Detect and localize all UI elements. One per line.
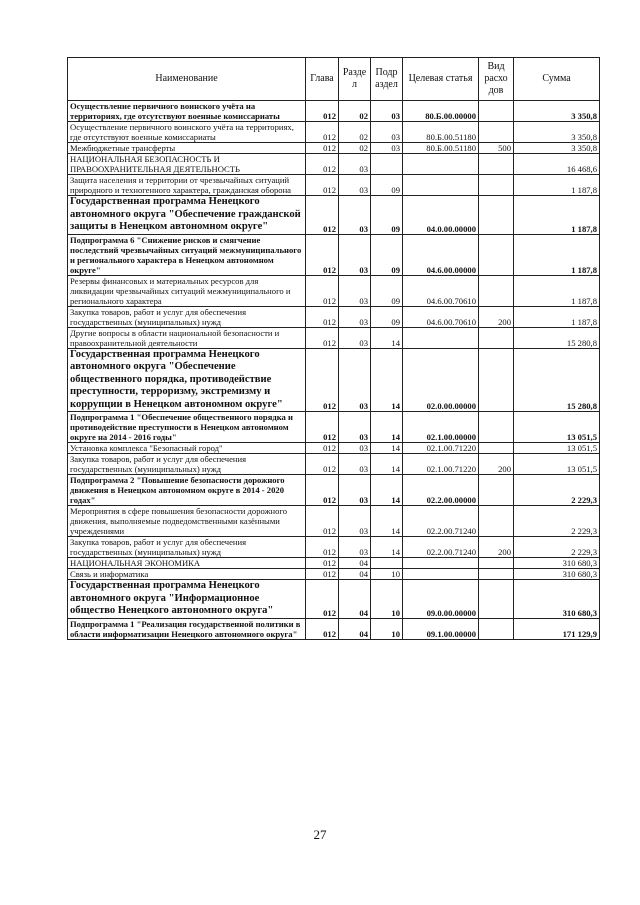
row-target: 04.6.00.70610 bbox=[403, 275, 479, 306]
row-section: 03 bbox=[339, 175, 371, 196]
row-name: Защита населения и территории от чрезвычайных ситуаций природного и техногенного характера, гражданская оборона bbox=[68, 175, 306, 196]
row-section: 03 bbox=[339, 275, 371, 306]
row-name: Подпрограмма 2 "Повышение безопасности дорожного движения в Ненецком автономном округе в 2014 - 2020 годах" bbox=[68, 475, 306, 506]
table-row bbox=[68, 143, 600, 154]
row-name: Установка комплекса "Безопасный город" bbox=[68, 443, 306, 454]
row-type bbox=[479, 175, 514, 196]
row-sum: 1 187,8 bbox=[514, 196, 600, 235]
row-chapter: 012 bbox=[306, 234, 339, 275]
row-type bbox=[479, 348, 514, 412]
row-section: 04 bbox=[339, 569, 371, 580]
row-chapter: 012 bbox=[306, 443, 339, 454]
row-type bbox=[479, 275, 514, 306]
row-section: 04 bbox=[339, 618, 371, 639]
row-name: Закупка товаров, работ и услуг для обеспечения государственных (муниципальных) нужд bbox=[68, 454, 306, 475]
row-chapter: 012 bbox=[306, 412, 339, 443]
row-section: 03 bbox=[339, 348, 371, 412]
row-type: 500 bbox=[479, 143, 514, 154]
row-subsection: 14 bbox=[371, 327, 403, 348]
row-type bbox=[479, 443, 514, 454]
row-chapter: 012 bbox=[306, 196, 339, 235]
row-name: Закупка товаров, работ и услуг для обеспечения государственных (муниципальных) нужд bbox=[68, 537, 306, 558]
row-target bbox=[403, 558, 479, 569]
row-target bbox=[403, 569, 479, 580]
row-type bbox=[479, 196, 514, 235]
row-chapter: 012 bbox=[306, 101, 339, 122]
table-row bbox=[68, 306, 600, 327]
table-row bbox=[68, 175, 600, 196]
row-type bbox=[479, 154, 514, 175]
row-subsection: 14 bbox=[371, 475, 403, 506]
row-subsection: 14 bbox=[371, 348, 403, 412]
row-name: Мероприятия в сфере повышения безопасности дорожного движения, выполняемые подведомственными казёнными учреждениями bbox=[68, 506, 306, 537]
page-number: 27 bbox=[313, 827, 327, 842]
row-subsection: 10 bbox=[371, 618, 403, 639]
row-chapter: 012 bbox=[306, 454, 339, 475]
row-sum: 2 229,3 bbox=[514, 537, 600, 558]
row-target bbox=[403, 327, 479, 348]
table-row bbox=[68, 569, 600, 580]
table-row bbox=[68, 618, 600, 639]
row-target: 04.0.00.00000 bbox=[403, 196, 479, 235]
row-name: Осуществление первичного воинского учёта на территориях, где отсутствуют военные комиссариаты bbox=[68, 101, 306, 122]
row-name: Осуществление первичного воинского учёта на территориях, где отсутствуют военные комиссариаты bbox=[68, 122, 306, 143]
row-name: Межбюджетные трансферты bbox=[68, 143, 306, 154]
row-chapter: 012 bbox=[306, 558, 339, 569]
row-chapter: 012 bbox=[306, 537, 339, 558]
row-sum: 1 187,8 bbox=[514, 306, 600, 327]
table-row bbox=[68, 580, 600, 619]
row-target: 02.1.00.00000 bbox=[403, 412, 479, 443]
table-row bbox=[68, 101, 600, 122]
row-chapter: 012 bbox=[306, 275, 339, 306]
table-row bbox=[68, 234, 600, 275]
row-subsection: 09 bbox=[371, 234, 403, 275]
table-row bbox=[68, 154, 600, 175]
row-sum: 2 229,3 bbox=[514, 506, 600, 537]
row-section: 03 bbox=[339, 234, 371, 275]
row-sum: 13 051,5 bbox=[514, 454, 600, 475]
row-name: Закупка товаров, работ и услуг для обеспечения государственных (муниципальных) нужд bbox=[68, 306, 306, 327]
header-chapter: Глава bbox=[306, 58, 339, 101]
row-target: 02.1.00.71220 bbox=[403, 443, 479, 454]
row-subsection: 09 bbox=[371, 175, 403, 196]
row-section: 03 bbox=[339, 475, 371, 506]
row-type bbox=[479, 569, 514, 580]
row-type bbox=[479, 234, 514, 275]
row-name: НАЦИОНАЛЬНАЯ ЭКОНОМИКА bbox=[68, 558, 306, 569]
row-target bbox=[403, 175, 479, 196]
row-section: 04 bbox=[339, 580, 371, 619]
row-sum: 3 350,8 bbox=[514, 122, 600, 143]
row-sum: 2 229,3 bbox=[514, 475, 600, 506]
row-target: 09.1.00.00000 bbox=[403, 618, 479, 639]
row-subsection: 09 bbox=[371, 306, 403, 327]
row-target: 02.1.00.71220 bbox=[403, 454, 479, 475]
row-chapter: 012 bbox=[306, 175, 339, 196]
table-row bbox=[68, 475, 600, 506]
table-row bbox=[68, 122, 600, 143]
row-subsection: 14 bbox=[371, 412, 403, 443]
row-type bbox=[479, 412, 514, 443]
row-name: Связь и информатика bbox=[68, 569, 306, 580]
row-sum: 3 350,8 bbox=[514, 143, 600, 154]
row-chapter: 012 bbox=[306, 506, 339, 537]
row-type bbox=[479, 618, 514, 639]
row-target bbox=[403, 154, 479, 175]
row-chapter: 012 bbox=[306, 569, 339, 580]
row-section: 03 bbox=[339, 412, 371, 443]
row-sum: 13 051,5 bbox=[514, 443, 600, 454]
row-subsection: 03 bbox=[371, 101, 403, 122]
row-sum: 3 350,8 bbox=[514, 101, 600, 122]
row-type bbox=[479, 558, 514, 569]
row-sum: 15 280,8 bbox=[514, 348, 600, 412]
row-name: Подпрограмма 6 "Снижение рисков и смягчение последствий чрезвычайных ситуаций межмуниципального и регионального характера в Ненецком автономном округе" bbox=[68, 234, 306, 275]
row-name: Резервы финансовых и материальных ресурсов для ликвидации чрезвычайных ситуаций межмуниципального и регионального характера bbox=[68, 275, 306, 306]
row-sum: 310 680,3 bbox=[514, 558, 600, 569]
row-sum: 171 129,9 bbox=[514, 618, 600, 639]
row-chapter: 012 bbox=[306, 154, 339, 175]
row-chapter: 012 bbox=[306, 122, 339, 143]
row-target: 02.2.00.71240 bbox=[403, 537, 479, 558]
row-target: 02.2.00.00000 bbox=[403, 475, 479, 506]
budget-table bbox=[67, 57, 600, 640]
row-subsection: 10 bbox=[371, 580, 403, 619]
row-subsection: 14 bbox=[371, 506, 403, 537]
row-subsection: 14 bbox=[371, 454, 403, 475]
row-subsection: 14 bbox=[371, 537, 403, 558]
row-target: 80.Б.00.51180 bbox=[403, 143, 479, 154]
row-subsection bbox=[371, 558, 403, 569]
row-subsection bbox=[371, 154, 403, 175]
row-type: 200 bbox=[479, 306, 514, 327]
row-section: 03 bbox=[339, 154, 371, 175]
row-section: 03 bbox=[339, 196, 371, 235]
row-target: 04.6.00.00000 bbox=[403, 234, 479, 275]
row-name: Подпрограмма 1 "Реализация государственной политики в области информатизации Ненецкого автономного округа" bbox=[68, 618, 306, 639]
row-section: 03 bbox=[339, 454, 371, 475]
row-chapter: 012 bbox=[306, 143, 339, 154]
row-section: 03 bbox=[339, 306, 371, 327]
row-section: 03 bbox=[339, 327, 371, 348]
table-row bbox=[68, 506, 600, 537]
row-type bbox=[479, 506, 514, 537]
table-row bbox=[68, 443, 600, 454]
table-row bbox=[68, 327, 600, 348]
row-sum: 310 680,3 bbox=[514, 580, 600, 619]
row-section: 02 bbox=[339, 143, 371, 154]
row-section: 02 bbox=[339, 101, 371, 122]
row-type bbox=[479, 122, 514, 143]
row-subsection: 09 bbox=[371, 196, 403, 235]
row-section: 02 bbox=[339, 122, 371, 143]
row-target: 80.Б.00.00000 bbox=[403, 101, 479, 122]
row-sum: 1 187,8 bbox=[514, 175, 600, 196]
row-name: Другие вопросы в области национальной безопасности и правоохранительной деятельности bbox=[68, 327, 306, 348]
header-target: Целевая статья bbox=[403, 58, 479, 101]
row-sum: 1 187,8 bbox=[514, 234, 600, 275]
table-row bbox=[68, 412, 600, 443]
header-subsection: Подр аздел bbox=[371, 58, 403, 101]
row-sum: 1 187,8 bbox=[514, 275, 600, 306]
row-sum: 16 468,6 bbox=[514, 154, 600, 175]
row-subsection: 03 bbox=[371, 122, 403, 143]
row-target: 09.0.00.00000 bbox=[403, 580, 479, 619]
table-row bbox=[68, 537, 600, 558]
header-sum: Сумма bbox=[514, 58, 600, 101]
row-section: 04 bbox=[339, 558, 371, 569]
header-section: Разде л bbox=[339, 58, 371, 101]
row-section: 03 bbox=[339, 443, 371, 454]
row-section: 03 bbox=[339, 537, 371, 558]
table-row bbox=[68, 558, 600, 569]
header-type: Вид расхо дов bbox=[479, 58, 514, 101]
row-type: 200 bbox=[479, 537, 514, 558]
row-target: 02.2.00.71240 bbox=[403, 506, 479, 537]
table-row bbox=[68, 454, 600, 475]
row-subsection: 10 bbox=[371, 569, 403, 580]
row-name: Государственная программа Ненецкого автономного округа "Обеспечение общественного порядка, противодействие преступности, терроризму, экстремизму и коррупции в Ненецком автономном округе" bbox=[68, 348, 306, 412]
row-chapter: 012 bbox=[306, 618, 339, 639]
row-chapter: 012 bbox=[306, 348, 339, 412]
row-chapter: 012 bbox=[306, 306, 339, 327]
table-row bbox=[68, 348, 600, 412]
row-subsection: 09 bbox=[371, 275, 403, 306]
row-name: Государственная программа Ненецкого автономного округа "Информационное общество Ненецкого автономного округа" bbox=[68, 580, 306, 619]
header-name: Наименование bbox=[68, 58, 306, 101]
table-header-row bbox=[68, 58, 600, 101]
row-section: 03 bbox=[339, 506, 371, 537]
table-row bbox=[68, 275, 600, 306]
row-chapter: 012 bbox=[306, 580, 339, 619]
row-sum: 15 280,8 bbox=[514, 327, 600, 348]
row-chapter: 012 bbox=[306, 327, 339, 348]
row-chapter: 012 bbox=[306, 475, 339, 506]
row-subsection: 14 bbox=[371, 443, 403, 454]
row-type bbox=[479, 580, 514, 619]
row-subsection: 03 bbox=[371, 143, 403, 154]
row-type bbox=[479, 475, 514, 506]
row-type bbox=[479, 327, 514, 348]
row-name: НАЦИОНАЛЬНАЯ БЕЗОПАСНОСТЬ И ПРАВООХРАНИТЕЛЬНАЯ ДЕЯТЕЛЬНОСТЬ bbox=[68, 154, 306, 175]
row-sum: 310 680,3 bbox=[514, 569, 600, 580]
row-target: 02.0.00.00000 bbox=[403, 348, 479, 412]
row-target: 80.Б.00.51180 bbox=[403, 122, 479, 143]
row-type: 200 bbox=[479, 454, 514, 475]
row-name: Государственная программа Ненецкого автономного округа "Обеспечение гражданской защиты в Ненецком автономном округе" bbox=[68, 196, 306, 235]
table-row bbox=[68, 196, 600, 235]
row-sum: 13 051,5 bbox=[514, 412, 600, 443]
row-name: Подпрограмма 1 "Обеспечение общественного порядка и противодействие преступности в Ненецком автономном округе на 2014 - 2016 годы" bbox=[68, 412, 306, 443]
row-target: 04.6.00.70610 bbox=[403, 306, 479, 327]
row-type bbox=[479, 101, 514, 122]
table-body bbox=[68, 101, 600, 640]
